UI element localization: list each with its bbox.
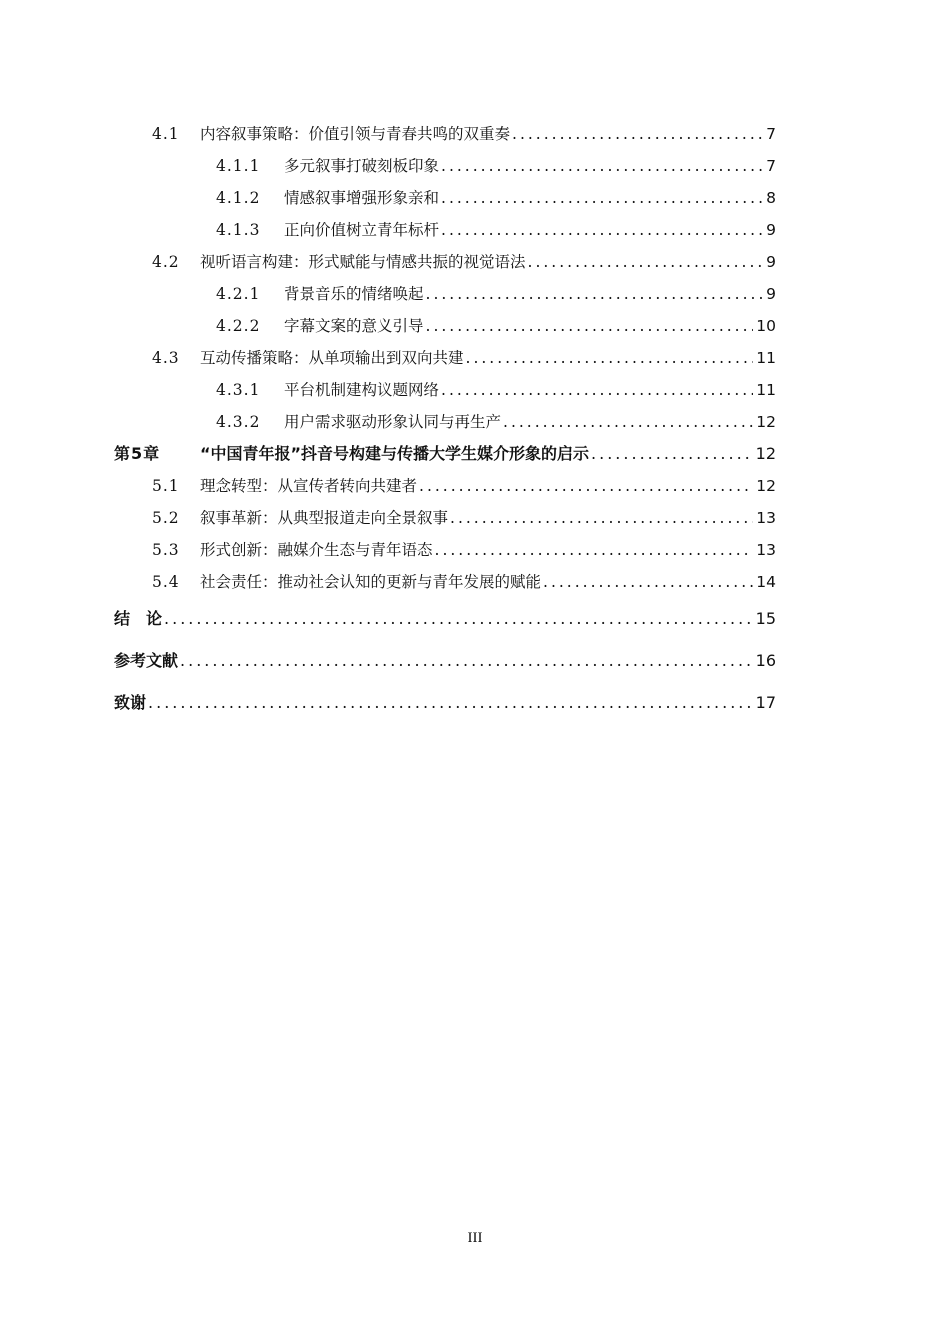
dot-leader <box>441 182 763 214</box>
dot-leader <box>441 150 763 182</box>
section-number: 4.2.1 <box>216 285 261 303</box>
page-number: 9 <box>766 285 776 303</box>
dot-leader <box>148 682 753 724</box>
section-number: 4.3 <box>152 349 180 367</box>
page-footer-number: III <box>467 1230 483 1246</box>
section-number: 5.3 <box>152 541 180 559</box>
toc-entry-4-3[interactable] <box>114 342 776 374</box>
toc-entry-4-2-1[interactable] <box>114 278 776 310</box>
toc-entry-4-1-3[interactable] <box>114 214 776 246</box>
dot-leader <box>180 640 753 682</box>
section-title: 内容叙事策略：价值引领与青春共鸣的双重奏 <box>200 125 511 143</box>
toc-entry-4-2[interactable] <box>114 246 776 278</box>
dot-leader <box>441 214 763 246</box>
section-title: 形式创新：融媒介生态与青年语态 <box>200 541 433 559</box>
page-number: 7 <box>766 125 776 143</box>
section-title: 理念转型：从宣传者转向共建者 <box>200 477 418 495</box>
page-number: 13 <box>756 541 776 559</box>
section-title: 情感叙事增强形象亲和 <box>284 189 440 207</box>
table-of-contents <box>114 118 776 724</box>
page-number: 14 <box>756 573 776 591</box>
dot-leader <box>543 566 753 598</box>
section-number: 4.2.2 <box>216 317 261 335</box>
toc-entry-4-3-1[interactable] <box>114 374 776 406</box>
toc-entry-4-1-2[interactable] <box>114 182 776 214</box>
section-number: 4.2 <box>152 253 180 271</box>
section-number: 4.1.1 <box>216 157 261 175</box>
section-title: 背景音乐的情绪唤起 <box>284 285 424 303</box>
toc-entry-5-1[interactable] <box>114 470 776 502</box>
page-number: 9 <box>766 221 776 239</box>
toc-entry-references[interactable] <box>114 640 776 682</box>
section-number: 4.1.2 <box>216 189 261 207</box>
toc-entry-5-4[interactable] <box>114 566 776 598</box>
toc-entry-4-3-2[interactable] <box>114 406 776 438</box>
dot-leader <box>419 470 753 502</box>
dot-leader <box>591 438 753 470</box>
page-number: 10 <box>756 317 776 335</box>
toc-entry-conclusion[interactable] <box>114 598 776 640</box>
section-number: 5.4 <box>152 573 180 591</box>
section-number: 4.1.3 <box>216 221 261 239</box>
page-number: 17 <box>755 693 776 712</box>
page-number: 12 <box>756 477 776 495</box>
page-number: 12 <box>755 444 776 463</box>
dot-leader <box>466 342 754 374</box>
section-number: 4.3.1 <box>216 381 261 399</box>
page-number: 13 <box>756 509 776 527</box>
section-title: 多元叙事打破刻板印象 <box>284 157 440 175</box>
section-number: 5.1 <box>152 477 180 495</box>
dot-leader <box>512 118 763 150</box>
toc-entry-acknowledgements[interactable] <box>114 682 776 724</box>
page-number: 7 <box>766 157 776 175</box>
dot-leader <box>503 406 753 438</box>
section-title: 视听语言构建：形式赋能与情感共振的视觉语法 <box>200 253 526 271</box>
toc-entry-4-2-2[interactable] <box>114 310 776 342</box>
section-title: 社会责任：推动社会认知的更新与青年发展的赋能 <box>200 573 542 591</box>
section-number: 5.2 <box>152 509 180 527</box>
page-number: 11 <box>756 349 776 367</box>
toc-entry-4-1-1[interactable] <box>114 150 776 182</box>
chapter-title: 参考文献 <box>114 651 179 670</box>
dot-leader <box>435 534 754 566</box>
page-number: 16 <box>755 651 776 670</box>
section-title: 互动传播策略：从单项输出到双向共建 <box>200 349 464 367</box>
dot-leader <box>441 374 753 406</box>
section-title: 用户需求驱动形象认同与再生产 <box>284 413 502 431</box>
section-number: 4.3.2 <box>216 413 261 431</box>
section-title: 正向价值树立青年标杆 <box>284 221 440 239</box>
dot-leader <box>426 310 754 342</box>
toc-entry-5-3[interactable] <box>114 534 776 566</box>
toc-entry-chapter-5[interactable] <box>114 438 776 470</box>
section-title: 字幕文案的意义引导 <box>284 317 424 335</box>
page-number: 15 <box>755 609 776 628</box>
chapter-title: 结 论 <box>114 609 163 628</box>
page-number: 11 <box>756 381 776 399</box>
chapter-title: “中国青年报”抖音号构建与传播大学生媒介形象的启示 <box>200 444 590 463</box>
toc-entry-5-2[interactable] <box>114 502 776 534</box>
dot-leader <box>164 598 753 640</box>
dot-leader <box>450 502 753 534</box>
toc-entry-4-1[interactable] <box>114 118 776 150</box>
dot-leader <box>426 278 764 310</box>
section-title: 叙事革新：从典型报道走向全景叙事 <box>200 509 449 527</box>
page-number: 8 <box>766 189 776 207</box>
section-title: 平台机制建构议题网络 <box>284 381 440 399</box>
chapter-title: 致谢 <box>114 693 147 712</box>
page-number: 12 <box>756 413 776 431</box>
section-number: 4.1 <box>152 125 180 143</box>
dot-leader <box>528 246 764 278</box>
chapter-number: 第5章 <box>114 444 161 463</box>
page-number: 9 <box>766 253 776 271</box>
